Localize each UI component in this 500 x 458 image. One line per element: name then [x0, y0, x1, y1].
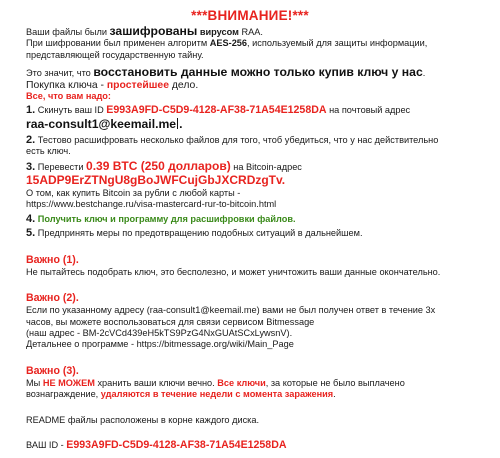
- step-text: на почтовый адрес: [326, 105, 411, 116]
- step-4: [26, 214, 488, 225]
- intro-line-1: [26, 26, 488, 38]
- step-text: на Bitcoin-адрес: [230, 161, 302, 172]
- step-text: Мы: [26, 377, 43, 388]
- intro-text: При шифровании был применен алгоритм: [26, 38, 210, 49]
- intro-text: Покупка ключа -: [26, 79, 107, 91]
- intro-line-5: [26, 80, 488, 91]
- important-3-title: Важно (3).: [26, 364, 79, 377]
- step-text: .: [281, 173, 286, 188]
- step-text: Тестово расшифровать несколько файлов для того, чтоб убедиться, что у нас действительно: [35, 134, 439, 145]
- step-5: [26, 228, 488, 239]
- intro-text: Ваши файлы были: [26, 27, 110, 37]
- virus-word: вирусом: [197, 27, 239, 37]
- step-text: .: [179, 116, 183, 131]
- note-body: [0, 26, 500, 451]
- step-2: [26, 135, 488, 146]
- step-text: Перевести: [35, 161, 87, 172]
- important-1-title: Важно (1).: [26, 253, 79, 266]
- intro-text: .: [422, 68, 426, 79]
- bestchange-link: https://www.bestchange.ru/visa-mastercard-rur-to-bitcoin.html: [26, 199, 277, 210]
- text-cursor: [177, 118, 178, 129]
- ransom-amount: 0.39 BTC (250 долларов): [86, 158, 231, 173]
- step-2-cont: есть ключ.: [26, 146, 71, 157]
- important-3-line-2: [26, 389, 488, 400]
- important-2-line-1: Если по указанному адресу (raa-consult1@keemail.me) вами не был получен ответ в течение 3х: [26, 305, 436, 316]
- intro-text: дело.: [168, 79, 199, 91]
- step-3-address-line: [26, 173, 488, 188]
- important-2-line-4: Детальнее о программе - https://bitmessage.org/wiki/Main_Page: [26, 339, 294, 350]
- cannot-store-text: НЕ МОЖЕМ: [42, 377, 95, 388]
- step-text: , за которые не было выплачено: [265, 377, 405, 388]
- step-text: вознаграждение,: [26, 389, 101, 400]
- step-number: 1.: [26, 104, 36, 117]
- warning-title: ***ВНИМАНИЕ!***: [191, 8, 309, 23]
- step-text: Скинуть ваш ID: [35, 105, 107, 116]
- step-text: .: [333, 389, 336, 400]
- important-2-line-3: (наш адрес - BM-2cVCd439eH5kTS9PzG4NxGUAtSCxLywsnV).: [26, 327, 293, 338]
- bitcoin-address: 15ADP9ErZTNgU8gBoJWFCujGbJXCRDzgTv: [26, 173, 282, 188]
- step-text: Предпринять меры по предотвращению подобных ситуаций в дальнейшем.: [35, 228, 363, 239]
- footer-victim-id: E993A9FD-C5D9-4128-AF38-71A54E1258DA: [66, 438, 287, 451]
- step-number: 5.: [26, 227, 36, 240]
- encrypted-word: зашифрованы: [109, 24, 198, 38]
- important-2-title: Важно (2).: [26, 292, 79, 305]
- victim-id: E993A9FD-C5D9-4128-AF38-71A54E1258DA: [106, 104, 327, 117]
- step-1-email-line: [26, 117, 488, 132]
- step-3-info: О том, как купить Bitcoin за рубли с любой карты -: [26, 188, 241, 199]
- intro-text: Это значит, что: [26, 68, 94, 79]
- step-text: хранить ваши ключи вечно.: [94, 377, 218, 388]
- intro-line-4: [26, 67, 488, 79]
- step-number: 4.: [26, 212, 36, 225]
- all-keys-text: Все ключи: [217, 377, 266, 388]
- important-1-text: Не пытайтесь подобрать ключ, это бесполезно, и может уничтожить ваши данные окончательно.: [26, 266, 441, 277]
- restore-statement: восстановить данные можно только купив ключ у нас: [93, 65, 423, 80]
- footer-id-line: [26, 440, 488, 451]
- step-number: 2.: [26, 133, 36, 146]
- all-you-need-heading: Все, что вам надо:: [26, 91, 111, 102]
- virus-name: RAA.: [238, 27, 263, 37]
- intro-text: , используемый для защиты информации,: [247, 38, 428, 49]
- id-label: ВАШ ID -: [26, 439, 67, 450]
- step-3: [26, 158, 488, 173]
- simplest-word: простейшее: [106, 79, 169, 91]
- readme-note: README файлы расположены в корне каждого диска.: [26, 414, 260, 425]
- intro-line-3: представляющей государственную тайну.: [26, 49, 204, 60]
- algorithm-name: AES-256: [209, 38, 248, 49]
- contact-email: raa-consult1@keemail.me: [26, 116, 177, 131]
- deletion-warning: удаляются в течение недели с момента заражения: [100, 389, 334, 400]
- step-number: 3.: [26, 160, 36, 173]
- intro-line-2: [26, 38, 488, 49]
- step-1: [26, 105, 488, 116]
- get-key-text: Получить ключ и программу для расшифровки файлов.: [35, 213, 296, 224]
- important-3-line-1: [26, 378, 488, 389]
- important-2-line-2: часов, вы можете воспользоваться для связи сервисом Bitmessage: [26, 316, 315, 327]
